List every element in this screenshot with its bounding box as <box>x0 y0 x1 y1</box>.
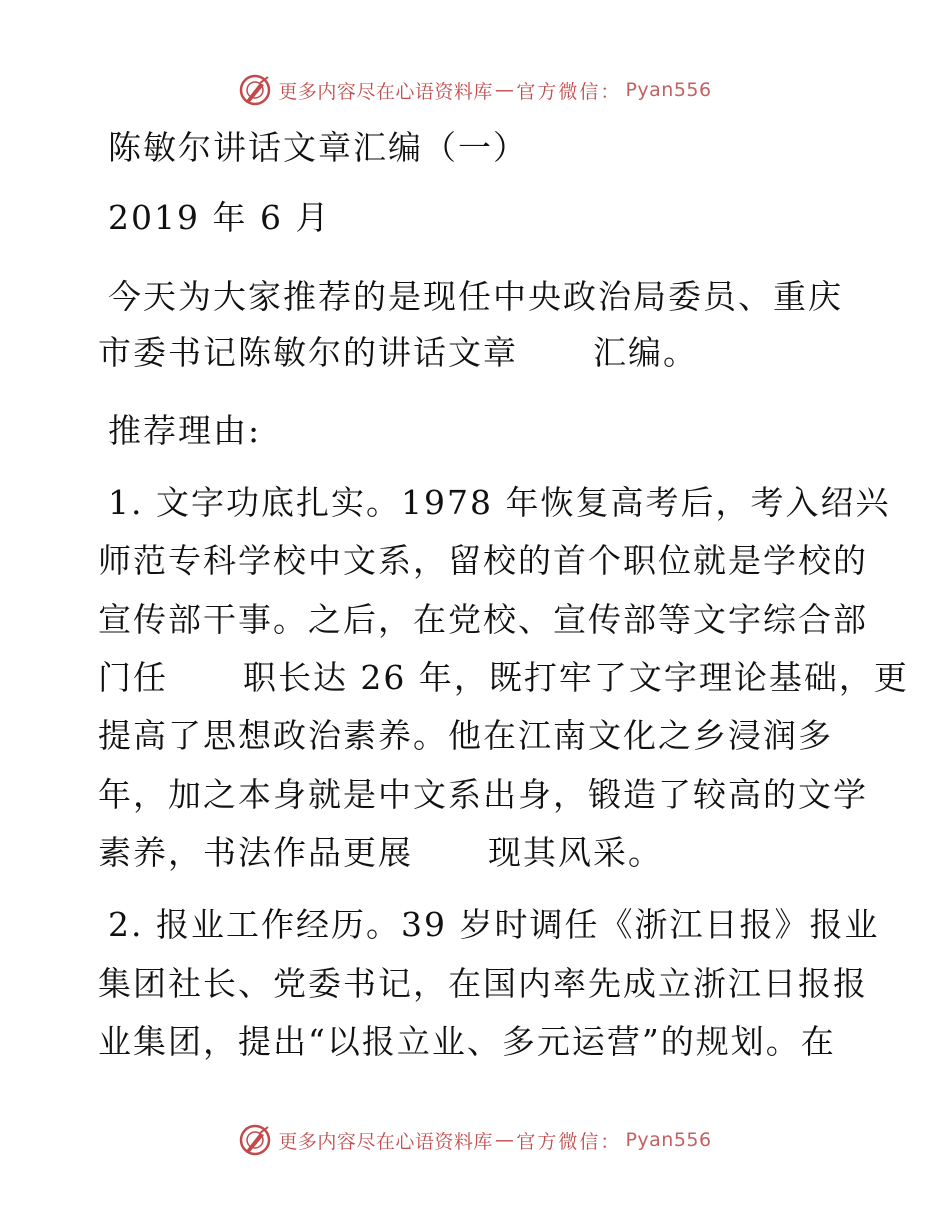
watermark-wechat-id: Pyan556 <box>625 79 712 101</box>
watermark-official-label: 官方微信： <box>516 1130 622 1153</box>
watermark-official-label: 官方微信： <box>516 80 622 103</box>
reason1-line: 年，加之本身就是中文系出身，锻造了较高的文学 <box>98 775 868 814</box>
reason1-line: 1. 文字功底扎实。1978 年恢复高考后，考入绍兴 <box>108 483 891 522</box>
intro-line: 市委书记陈敏尔的讲话文章 汇编。 <box>98 333 698 372</box>
reason2-line: 集团社长、党委书记，在国内率先成立浙江日报报 <box>98 964 868 1003</box>
quill-pen-icon <box>238 1123 272 1157</box>
watermark-header <box>0 70 950 110</box>
watermark-dash: — <box>494 1129 515 1151</box>
intro-line: 今天为大家推荐的是现任中央政治局委员、重庆 <box>108 277 843 316</box>
watermark-brand: 更多内容尽在心语资料库 <box>278 1130 493 1153</box>
watermark-dash: — <box>494 79 515 101</box>
document-title: 陈敏尔讲话文章汇编（一） <box>108 128 528 167</box>
reason1-line: 门任 职长达 26 年，既打牢了文字理论基础，更 <box>98 658 909 697</box>
reason2-line: 业集团，提出“以报立业、多元运营”的规划。在 <box>98 1022 836 1061</box>
reason1-line: 素养，书法作品更展 现其风采。 <box>98 833 663 872</box>
reason1-line: 师范专科学校中文系，留校的首个职位就是学校的 <box>98 541 868 580</box>
reason1-line: 提高了思想政治素养。他在江南文化之乡浸润多 <box>98 716 833 755</box>
watermark-footer <box>0 1120 950 1160</box>
reason1-line: 宣传部干事。之后，在党校、宣传部等文字综合部 <box>98 600 868 639</box>
reasons-heading: 推荐理由: <box>108 411 262 450</box>
watermark-wechat-id: Pyan556 <box>625 1129 712 1151</box>
quill-pen-icon <box>238 73 272 107</box>
watermark-brand: 更多内容尽在心语资料库 <box>278 80 493 103</box>
reason2-line: 2. 报业工作经历。39 岁时调任《浙江日报》报业 <box>108 905 880 944</box>
document-date: 2019 年 6 月 <box>108 198 331 237</box>
